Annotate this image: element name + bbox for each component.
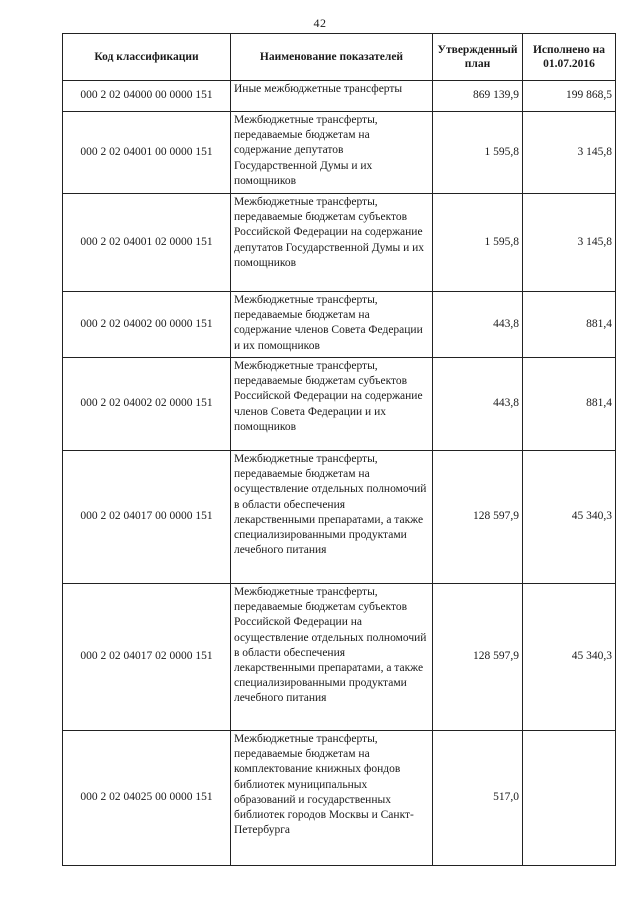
row-code: 000 2 02 04002 02 0000 151 bbox=[63, 358, 231, 451]
table-row bbox=[63, 731, 616, 866]
table-header-row bbox=[63, 34, 616, 81]
table-row bbox=[63, 81, 616, 112]
row-plan: 128 597,9 bbox=[433, 584, 523, 731]
row-name: Межбюджетные трансферты, передаваемые бюджетам субъектов Российской Федерации на содержание членов Совета Федерации и их помощников bbox=[231, 358, 433, 451]
row-name: Межбюджетные трансферты, передаваемые бюджетам на осуществление отдельных полномочий в области обеспечения лекарственными препаратами, а также специализированными продуктами лечебного питания bbox=[231, 451, 433, 584]
row-plan: 443,8 bbox=[433, 358, 523, 451]
row-executed: 881,4 bbox=[523, 358, 616, 451]
row-plan: 1 595,8 bbox=[433, 112, 523, 194]
header-executed: Исполнено на 01.07.2016 bbox=[523, 34, 616, 81]
table-row bbox=[63, 112, 616, 194]
row-code: 000 2 02 04017 00 0000 151 bbox=[63, 451, 231, 584]
row-plan: 443,8 bbox=[433, 292, 523, 358]
budget-table bbox=[62, 33, 616, 866]
row-name: Межбюджетные трансферты, передаваемые бюджетам субъектов Российской Федерации на содержание депутатов Государственной Думы и их помощников bbox=[231, 194, 433, 292]
row-executed: 881,4 bbox=[523, 292, 616, 358]
row-executed: 3 145,8 bbox=[523, 112, 616, 194]
row-executed: 3 145,8 bbox=[523, 194, 616, 292]
row-name: Межбюджетные трансферты, передаваемые бюджетам на содержание членов Совета Федерации и их помощников bbox=[231, 292, 433, 358]
row-code: 000 2 02 04002 00 0000 151 bbox=[63, 292, 231, 358]
row-executed bbox=[523, 731, 616, 866]
row-name: Межбюджетные трансферты, передаваемые бюджетам на содержание депутатов Государственной Думы и их помощников bbox=[231, 112, 433, 194]
row-code: 000 2 02 04000 00 0000 151 bbox=[63, 81, 231, 112]
table-row bbox=[63, 451, 616, 584]
row-plan: 517,0 bbox=[433, 731, 523, 866]
row-plan: 128 597,9 bbox=[433, 451, 523, 584]
row-name: Иные межбюджетные трансферты bbox=[231, 81, 433, 112]
row-code: 000 2 02 04017 02 0000 151 bbox=[63, 584, 231, 731]
table-row bbox=[63, 584, 616, 731]
table-row bbox=[63, 358, 616, 451]
header-code: Код классификации bbox=[63, 34, 231, 81]
table-row bbox=[63, 292, 616, 358]
row-code: 000 2 02 04001 00 0000 151 bbox=[63, 112, 231, 194]
row-code: 000 2 02 04001 02 0000 151 bbox=[63, 194, 231, 292]
row-executed: 199 868,5 bbox=[523, 81, 616, 112]
header-plan: Утвержденный план bbox=[433, 34, 523, 81]
row-plan: 869 139,9 bbox=[433, 81, 523, 112]
row-plan: 1 595,8 bbox=[433, 194, 523, 292]
row-name: Межбюджетные трансферты, передаваемые бюджетам субъектов Российской Федерации на осуществление отдельных полномочий в области обеспечения лекарственными препаратами, а также специализированными продуктами лечебного питания bbox=[231, 584, 433, 731]
table-row bbox=[63, 194, 616, 292]
row-executed: 45 340,3 bbox=[523, 584, 616, 731]
page-number: 42 bbox=[313, 16, 327, 30]
header-name: Наименование показателей bbox=[231, 34, 433, 81]
row-executed: 45 340,3 bbox=[523, 451, 616, 584]
row-code: 000 2 02 04025 00 0000 151 bbox=[63, 731, 231, 866]
row-name: Межбюджетные трансферты, передаваемые бюджетам на комплектование книжных фондов библиотек муниципальных образований и государственных библиотек городов Москвы и Санкт-Петербурга bbox=[231, 731, 433, 866]
